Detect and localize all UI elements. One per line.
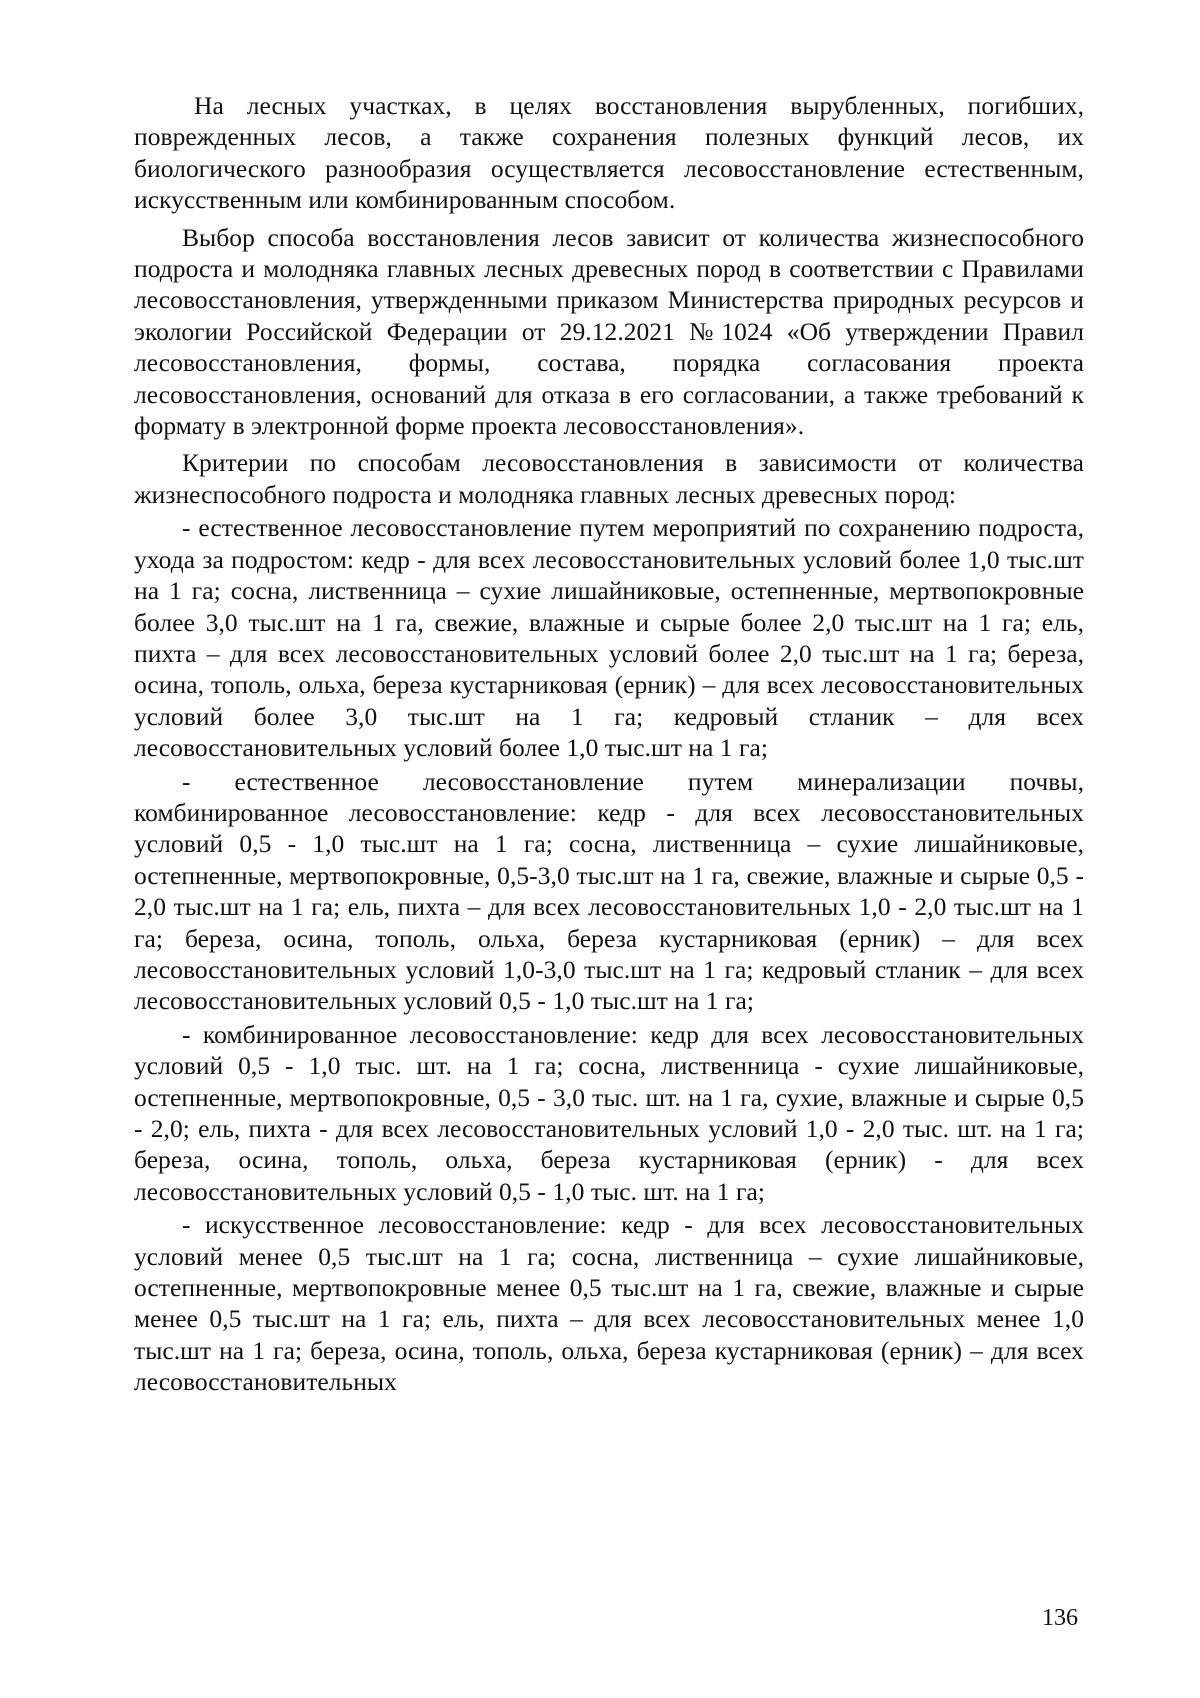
paragraph-criteria-intro: Критерии по способам лесовосстановления в зависимости от количества жизнеспособного подроста и молодняка главных лесных древесных пород: (134, 448, 1084, 509)
paragraph-method-selection: Выбор способа восстановления лесов зависит от количества жизнеспособного подроста и молодняка главных лесных древесных пород в соответствии с Правилами лесовосстановления, утвержденными приказом Министерства природных ресурсов и экологии Российской Федерации от 29.12.2021 №1024 «Об утверждении Правил лесовосстановления, формы, состава, порядка согласования проекта лесовосстановления, оснований для отказа в его согласовании, а также требований к формату в электронной форме проекта лесовосстановления». (134, 222, 1084, 441)
paragraph-reforestation-methods: На лесных участках, в целях восстановления вырубленных, погибших, поврежденных лесов, а также сохранения полезных функций лесов, их биологического разнообразия осуществляется лесовосстановление естественным, искусственным или комбинированным способом. (134, 91, 1084, 215)
list-item-natural-mineralization: - естественное лесовосстановление путем минерализации почвы, комбинированное лесовосстановление: кедр - для всех лесовосстановительных условий 0,5 - 1,0 тыс.шт на 1 га; сосна, лиственница – сухие лишайниковые, остепненные, мертвопокровные, 0,5-3,0 тыс.шт на 1 га, свежие, влажные и сырые 0,5 - 2,0 тыс.шт на 1 га; ель, пихта – для всех лесовосстановительных 1,0 - 2,0 тыс.шт на 1 га; береза, осина, тополь, ольха, береза кустарниковая (ерник) – для всех лесовосстановительных условий 1,0-3,0 тыс.шт на 1 га; кедровый стланик – для всех лесовосстановительных условий 0,5 - 1,0 тыс.шт на 1 га; (134, 766, 1084, 1016)
page-number: 136 (1042, 1605, 1078, 1631)
list-item-natural-preservation: - естественное лесовосстановление путем мероприятий по сохранению подроста, ухода за подростом: кедр - для всех лесовосстановительных условий более 1,0 тыс.шт на 1 га; сосна, лиственница – сухие лишайниковые, остепненные, мертвопокровные более 3,0 тыс.шт на 1 га, свежие, влажные и сырые более 2,0 тыс.шт на 1 га; ель, пихта – для всех лесовосстановительных условий более 2,0 тыс.шт на 1 га; береза, осина, тополь, ольха, береза кустарниковая (ерник) – для всех лесовосстановительных условий более 3,0 тыс.шт на 1 га; кедровый стланик – для всех лесовосстановительных условий более 1,0 тыс.шт на 1 га; (134, 513, 1084, 763)
list-item-artificial: - искусственное лесовосстановление: кедр - для всех лесовосстановительных условий менее 0,5 тыс.шт на 1 га; сосна, лиственница – сухие лишайниковые, остепненные, мертвопокровные менее 0,5 тыс.шт на 1 га, свежие, влажные и сырые менее 0,5 тыс.шт на 1 га; ель, пихта – для всех лесовосстановительных менее 1,0 тыс.шт на 1 га; береза, осина, тополь, ольха, береза кустарниковая (ерник) – для всех лесовосстановительных (134, 1210, 1084, 1397)
list-item-combined: - комбинированное лесовосстановление: кедр для всех лесовосстановительных условий 0,5 - 1,0 тыс. шт. на 1 га; сосна, лиственница - сухие лишайниковые, остепненные, мертвопокровные, 0,5 - 3,0 тыс. шт. на 1 га, сухие, влажные и сырые 0,5 - 2,0; ель, пихта - для всех лесовосстановительных условий 1,0 - 2,0 тыс. шт. на 1 га; береза, осина, тополь, ольха, береза кустарниковая (ерник) - для всех лесовосстановительных условий 0,5 - 1,0 тыс. шт. на 1 га; (134, 1019, 1084, 1206)
document-body (134, 90, 1084, 1400)
